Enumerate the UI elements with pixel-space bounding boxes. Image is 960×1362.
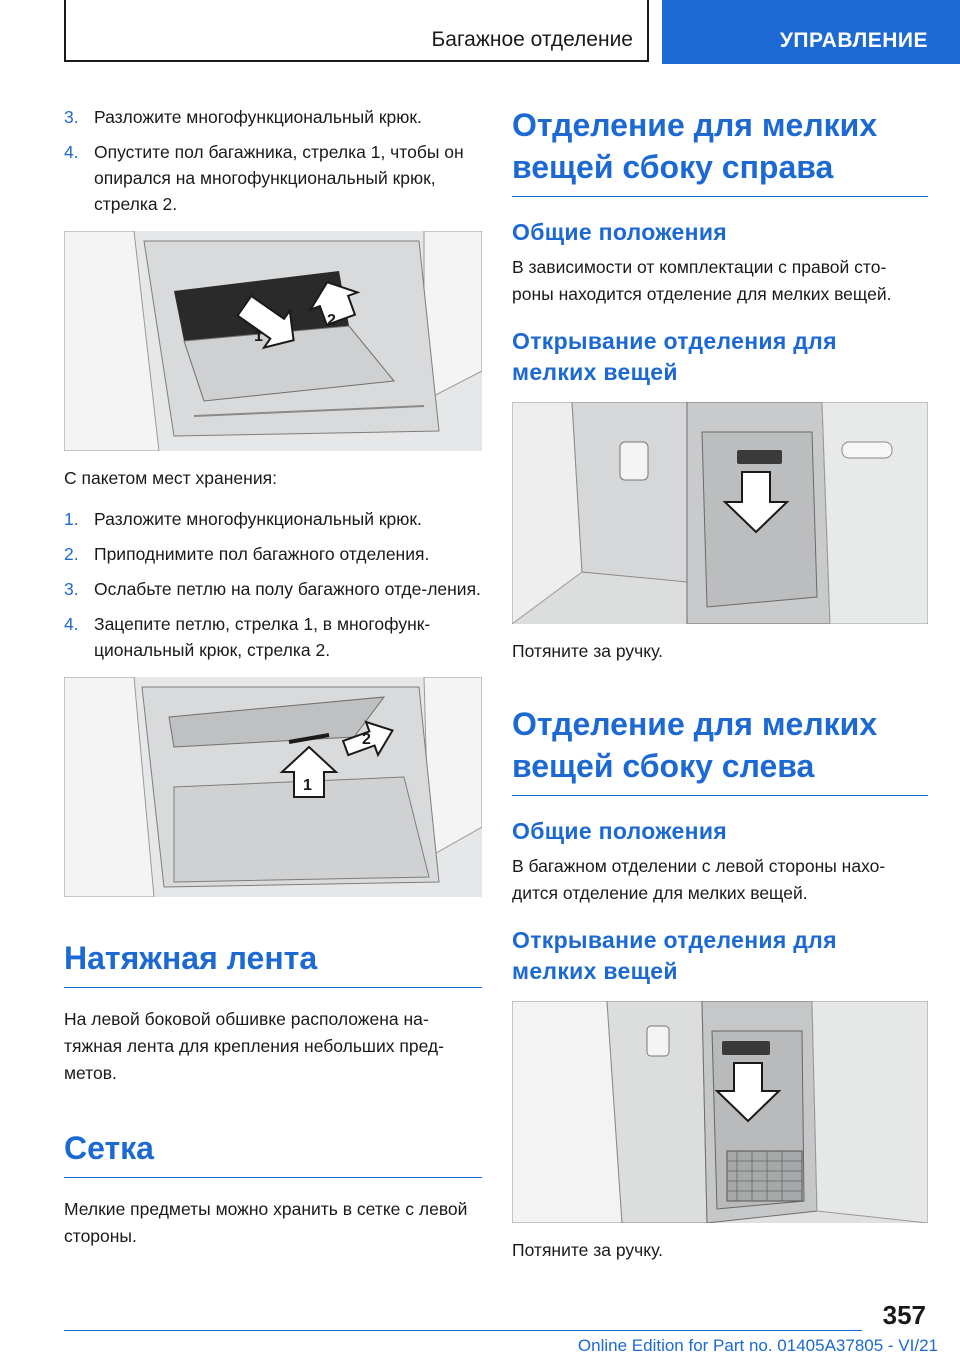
- left-column: [64, 104, 482, 1250]
- header-section-tab: [662, 0, 960, 64]
- left-general-text: В багажном отделении с левой стороны нахо-дится отделение для мелких вещей.: [512, 856, 886, 903]
- footer-edition: Online Edition for Part no. 01405A37805 - VI/21: [577, 1336, 938, 1355]
- step-item: [64, 506, 482, 532]
- step-number: 1.: [64, 509, 79, 529]
- right-column: [512, 104, 928, 1264]
- step-number: 3.: [64, 107, 79, 127]
- step-item: [64, 104, 482, 130]
- arrow-label-1: 1: [254, 328, 263, 345]
- strap-text: На левой боковой обшивке расположена на-тяжная лента для крепления небольших пред-метов.: [64, 1009, 444, 1083]
- arrow-label-2: 2: [362, 731, 371, 748]
- step-item: [64, 576, 482, 602]
- right-open-heading: Открывание отделения для мелких вещей: [512, 328, 837, 385]
- steps-list-b: [64, 506, 482, 663]
- step-text: Опустите пол багажника, стрелка 1, чтобы он опирался на многофункциональный крюк, стрелка 2.: [94, 142, 464, 214]
- left-general-heading: Общие положения: [512, 818, 727, 844]
- step-number: 4.: [64, 614, 79, 634]
- footer-divider: [64, 1330, 862, 1331]
- trunk-illustration-1: [64, 231, 482, 451]
- step-text: Разложите многофункциональный крюк.: [94, 509, 422, 529]
- step-item: [64, 541, 482, 567]
- chapter-title: Багажное отделение: [431, 28, 633, 51]
- section-title: УПРАВЛЕНИЕ: [779, 29, 928, 52]
- storage-intro: С пакетом мест хранения:: [64, 468, 277, 488]
- trunk-illustration-2: [64, 677, 482, 897]
- step-text: Ослабьте петлю на полу багажного отде-ления.: [94, 579, 481, 599]
- step-number: 3.: [64, 579, 79, 599]
- arrow-label-2: 2: [327, 312, 336, 329]
- left-caption: Потяните за ручку.: [512, 1240, 664, 1260]
- strap-heading: Натяжная лента: [64, 937, 482, 988]
- steps-list-a: [64, 104, 482, 217]
- step-text: Разложите многофункциональный крюк.: [94, 107, 422, 127]
- left-compartment-heading: Отделение для мелких вещей сбоку слева: [512, 703, 928, 796]
- step-number: 4.: [64, 142, 79, 162]
- net-heading: Сетка: [64, 1127, 482, 1178]
- page-number: 357: [882, 1300, 926, 1330]
- step-text: Приподнимите пол багажного отделения.: [94, 544, 430, 564]
- left-compartment-figure: [512, 1001, 928, 1223]
- step-item: [64, 139, 482, 217]
- left-open-heading: Открывание отделения для мелких вещей: [512, 927, 837, 984]
- net-text: Мелкие предметы можно хранить в сетке с левой стороны.: [64, 1199, 468, 1246]
- right-caption: Потяните за ручку.: [512, 641, 664, 661]
- step-number: 2.: [64, 544, 79, 564]
- arrow-label-1: 1: [303, 777, 312, 794]
- right-general-text: В зависимости от комплектации с правой сто-роны находится отделение для мелких вещей.: [512, 257, 892, 304]
- right-compartment-figure: [512, 402, 928, 624]
- step-text: Зацепите петлю, стрелка 1, в многофунк-циональный крюк, стрелка 2.: [94, 614, 431, 660]
- right-compartment-illustration: [512, 402, 928, 624]
- right-general-heading: Общие положения: [512, 219, 727, 245]
- step-item: [64, 611, 482, 663]
- left-compartment-illustration: [512, 1001, 928, 1223]
- trunk-figure-2: [64, 677, 482, 897]
- trunk-figure-1: [64, 231, 482, 451]
- header-chapter-box: [64, 0, 649, 62]
- right-compartment-heading: Отделение для мелких вещей сбоку справа: [512, 104, 928, 197]
